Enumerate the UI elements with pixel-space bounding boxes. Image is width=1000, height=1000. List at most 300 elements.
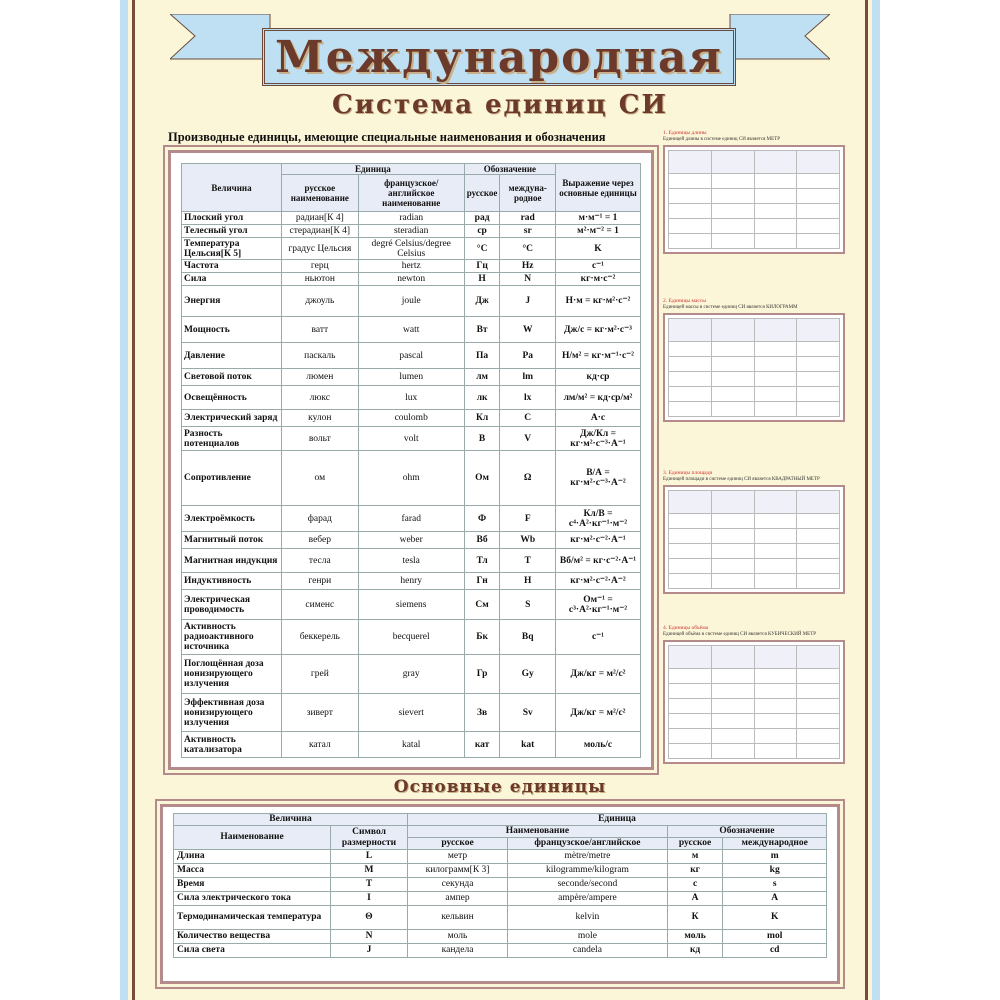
cell-expression: кд·ср [556,369,641,386]
cell-unit-fr: hertz [358,260,464,273]
mini-cell [669,491,712,514]
cell-des-int: S [500,590,556,620]
cell-unit-ru: вольт [282,427,359,451]
mini-cell [669,514,712,529]
frame-line-left [132,0,135,1000]
cell-expression: K [556,238,641,260]
cell-b-des-int: K [723,906,827,930]
mini-cell [711,319,754,342]
mini-cell [711,669,754,684]
mini-cell [797,646,840,669]
mini-caption: 4. Единицы объёма [663,625,709,631]
cell-des-ru: лк [464,386,500,410]
cell-des-int: W [500,317,556,343]
cell-des-ru: В [464,427,500,451]
cell-quantity: Сопротивление [182,451,282,506]
mini-cell [797,559,840,574]
cell-quantity: Электроёмкость [182,506,282,532]
cell-b-des-ru: м [667,850,723,864]
cell-unit-fr: tesla [358,549,464,573]
mini-cell [669,234,712,249]
mini-table [663,625,845,764]
cell-expression: кг·м²·с⁻²·А⁻² [556,573,641,590]
derived-row [182,573,641,590]
mini-cell [754,684,797,699]
mini-cell [754,387,797,402]
cell-expression: Дж/Кл = кг·м²·с⁻³·А⁻¹ [556,427,641,451]
cell-b-des-ru: кг [667,864,723,878]
cell-quantity: Магнитная индукция [182,549,282,573]
th-b-designation: Обозначение [667,826,826,838]
cell-expression: лм/м² = кд·ср/м² [556,386,641,410]
mini-table [663,470,845,594]
derived-row [182,590,641,620]
cell-quantity: Активность катализатора [182,732,282,758]
cell-b-ru: килограмм[К 3] [408,864,508,878]
cell-unit-fr: coulomb [358,410,464,427]
mini-cell [754,357,797,372]
mini-cell [711,372,754,387]
mini-cell [754,372,797,387]
mini-cell [711,234,754,249]
cell-quantity: Температура Цельсия[К 5] [182,238,282,260]
cell-quantity: Плоский угол [182,212,282,225]
cell-des-int: lm [500,369,556,386]
cell-b-fr: candela [508,944,668,958]
derived-row [182,260,641,273]
cell-unit-ru: люкс [282,386,359,410]
basic-row [174,930,827,944]
cell-des-int: rad [500,212,556,225]
mini-cell [669,529,712,544]
th-b-des-ru: русское [667,838,723,850]
th-b-dim: Символ размерности [331,826,408,850]
derived-row [182,506,641,532]
cell-expression: кг·м²·с⁻²·А⁻¹ [556,532,641,549]
derived-row [182,732,641,758]
basic-units-table [173,813,827,958]
basic-units-panel [160,804,840,984]
cell-unit-ru: фарад [282,506,359,532]
mini-cell [797,387,840,402]
th-b-name: Наименование [174,826,331,850]
mini-cell [797,174,840,189]
cell-quantity: Телесный угол [182,225,282,238]
mini-cell [754,574,797,589]
basic-row [174,850,827,864]
cell-des-ru: °C [464,238,500,260]
cell-des-ru: лм [464,369,500,386]
cell-expression: Н/м² = кг·м⁻¹·с⁻² [556,343,641,369]
cell-quantity: Мощность [182,317,282,343]
mini-cell [711,491,754,514]
mini-cell [754,491,797,514]
cell-des-int: H [500,573,556,590]
mini-cell [669,544,712,559]
mini-cell [711,174,754,189]
cell-unit-fr: ohm [358,451,464,506]
derived-row [182,549,641,573]
mini-cell [754,151,797,174]
derived-row [182,369,641,386]
mini-cell [754,544,797,559]
cell-des-ru: Гр [464,655,500,694]
cell-expression: А·с [556,410,641,427]
basic-row [174,878,827,892]
mini-table [663,130,845,254]
mini-caption: 1. Единицы длины [663,130,707,136]
mini-cell [754,234,797,249]
th-b-des-int: международное [723,838,827,850]
cell-quantity: Электрическая проводимость [182,590,282,620]
cell-expression: Дж/кг = м²/с² [556,694,641,732]
cell-des-int: N [500,273,556,286]
th-designation: Обозначение [464,164,555,175]
mini-cell [797,699,840,714]
cell-quantity: Разность потенциалов [182,427,282,451]
cell-des-int: C [500,410,556,427]
mini-cell [669,319,712,342]
mini-cell [754,714,797,729]
mini-cell [669,559,712,574]
cell-expression: моль/с [556,732,641,758]
mini-cell [669,204,712,219]
mini-cell [711,219,754,234]
cell-expression: Кл/В = с⁴·А²·кг⁻¹·м⁻² [556,506,641,532]
cell-des-ru: Тл [464,549,500,573]
mini-cell [711,744,754,759]
cell-quantity: Энергия [182,286,282,317]
cell-b-des-ru: с [667,878,723,892]
cell-des-int: kat [500,732,556,758]
cell-b-des-ru: кд [667,944,723,958]
mini-cell [797,684,840,699]
cell-unit-ru: генри [282,573,359,590]
mini-caption: 3. Единицы площади [663,470,713,476]
mini-cell [754,729,797,744]
mini-cell [797,204,840,219]
cell-quantity: Световой поток [182,369,282,386]
mini-cell [797,574,840,589]
cell-quantity: Индуктивность [182,573,282,590]
mini-cell [669,189,712,204]
cell-unit-ru: радиан[К 4] [282,212,359,225]
th-b-unit: Единица [408,814,827,826]
cell-des-int: Wb [500,532,556,549]
th-b-ru: русское [408,838,508,850]
cell-unit-ru: ом [282,451,359,506]
mini-cell [669,729,712,744]
cell-b-des-ru: К [667,906,723,930]
mini-cell [754,204,797,219]
basic-row [174,892,827,906]
mini-cell [711,357,754,372]
cell-des-ru: Па [464,343,500,369]
cell-quantity: Освещённость [182,386,282,410]
mini-table-box [663,313,845,422]
cell-b-name: Сила света [174,944,331,958]
cell-des-ru: Ом [464,451,500,506]
mini-cell [669,387,712,402]
cell-quantity: Активность радиоактивного источника [182,620,282,655]
mini-cell [797,372,840,387]
cell-unit-ru: ньютон [282,273,359,286]
th-unit: Единица [282,164,465,175]
cell-unit-ru: грей [282,655,359,694]
cell-b-name: Термодинамическая температура [174,906,331,930]
cell-unit-fr: weber [358,532,464,549]
cell-b-ru: кельвин [408,906,508,930]
cell-des-ru: рад [464,212,500,225]
cell-b-dim: T [331,878,408,892]
mini-cell [754,402,797,417]
mini-cell [754,646,797,669]
cell-des-int: sr [500,225,556,238]
basic-heading: Основные единицы [393,777,607,797]
cell-b-name: Время [174,878,331,892]
derived-row [182,273,641,286]
mini-cell [797,151,840,174]
mini-cell [711,559,754,574]
cell-b-ru: секунда [408,878,508,892]
cell-expression: м²·м⁻² = 1 [556,225,641,238]
cell-quantity: Эффективная доза ионизирующего излучения [182,694,282,732]
th-quantity: Величина [182,164,282,212]
mini-cell [797,402,840,417]
mini-cell [754,219,797,234]
mini-cell [711,646,754,669]
mini-cell [669,219,712,234]
cell-des-int: Hz [500,260,556,273]
mini-cell [797,189,840,204]
derived-units-body [182,212,641,758]
cell-b-des-int: m [723,850,827,864]
mini-table-box [663,485,845,594]
cell-quantity: Электрический заряд [182,410,282,427]
cell-expression: м·м⁻¹ = 1 [556,212,641,225]
th-unit-ru: русское наименование [282,175,359,212]
mini-cell [669,646,712,669]
cell-expression: с⁻¹ [556,260,641,273]
cell-b-des-ru: А [667,892,723,906]
right-margin [880,0,1000,1000]
mini-cell [797,529,840,544]
derived-row [182,343,641,369]
mini-cell [711,529,754,544]
cell-b-fr: kilogramme/kilogram [508,864,668,878]
mini-cell [669,744,712,759]
mini-cell [669,699,712,714]
mini-table [663,298,845,422]
cell-b-fr: ampère/ampere [508,892,668,906]
cell-des-int: F [500,506,556,532]
cell-unit-fr: katal [358,732,464,758]
derived-row [182,694,641,732]
mini-cell [754,174,797,189]
mini-cell [797,729,840,744]
cell-des-ru: Н [464,273,500,286]
cell-expression: Дж/с = кг·м²·с⁻³ [556,317,641,343]
cell-b-dim: N [331,930,408,944]
mini-cell [711,151,754,174]
mini-cell [669,174,712,189]
cell-des-ru: Ф [464,506,500,532]
mini-cell [711,729,754,744]
cell-unit-fr: pascal [358,343,464,369]
cell-des-int: T [500,549,556,573]
mini-cell [711,204,754,219]
mini-cell [797,491,840,514]
derived-row [182,427,641,451]
mini-cell [754,669,797,684]
page-title: Международная [275,31,723,83]
derived-units-panel [168,150,654,770]
mini-cell [754,529,797,544]
cell-des-ru: Вт [464,317,500,343]
mini-cell [669,684,712,699]
derived-row [182,238,641,260]
mini-cell [669,574,712,589]
th-des-int: междуна- родное [500,175,556,212]
title-box [262,28,736,86]
mini-cell [754,514,797,529]
cell-unit-ru: люмен [282,369,359,386]
cell-des-ru: Зв [464,694,500,732]
mini-cell [711,342,754,357]
mini-cell [669,402,712,417]
cell-unit-fr: joule [358,286,464,317]
cell-des-ru: Гц [464,260,500,273]
cell-unit-fr: becquerel [358,620,464,655]
cell-des-int: Pa [500,343,556,369]
cell-b-name: Сила электрического тока [174,892,331,906]
mini-cell [797,319,840,342]
mini-cell [797,234,840,249]
mini-cell [797,744,840,759]
frame-line-right [865,0,868,1000]
mini-cell [754,699,797,714]
mini-cell [711,402,754,417]
cell-des-int: Bq [500,620,556,655]
cell-unit-ru: ватт [282,317,359,343]
th-b-quantity: Величина [174,814,408,826]
cell-b-dim: L [331,850,408,864]
mini-cell [754,189,797,204]
mini-cell [711,574,754,589]
mini-table-box [663,640,845,764]
cell-des-int: J [500,286,556,317]
mini-caption: 2. Единицы массы [663,298,706,304]
cell-unit-ru: беккерель [282,620,359,655]
cell-des-ru: См [464,590,500,620]
basic-row [174,944,827,958]
cell-b-ru: моль [408,930,508,944]
derived-row [182,655,641,694]
mini-cell [669,357,712,372]
cell-unit-fr: henry [358,573,464,590]
basic-row [174,864,827,878]
cell-b-name: Масса [174,864,331,878]
mini-table-box [663,145,845,254]
cell-quantity: Частота [182,260,282,273]
derived-row [182,620,641,655]
cell-b-fr: kelvin [508,906,668,930]
cell-expression: Вб/м² = кг·с⁻²·А⁻¹ [556,549,641,573]
derived-row [182,451,641,506]
cell-unit-ru: вебер [282,532,359,549]
cell-expression: Дж/кг = м²/с² [556,655,641,694]
derived-row [182,225,641,238]
cell-b-des-int: cd [723,944,827,958]
left-margin [0,0,120,1000]
mini-cell [711,189,754,204]
cell-b-des-int: A [723,892,827,906]
cell-des-int: lx [500,386,556,410]
cell-unit-ru: герц [282,260,359,273]
cell-b-fr: seconde/second [508,878,668,892]
cell-des-ru: ср [464,225,500,238]
cell-b-ru: метр [408,850,508,864]
cell-expression: кг·м·с⁻² [556,273,641,286]
cell-unit-fr: watt [358,317,464,343]
derived-heading: Производные единицы, имеющие специальные наименования и обозначения [168,130,606,144]
th-b-fr: французское/английское [508,838,668,850]
cell-unit-ru: стерадиан[К 4] [282,225,359,238]
mini-cell [797,514,840,529]
basic-row [174,906,827,930]
th-unit-fr: французское/ английское наименование [358,175,464,212]
cell-unit-fr: farad [358,506,464,532]
cell-des-ru: кат [464,732,500,758]
cell-b-ru: кандела [408,944,508,958]
cell-des-int: Sv [500,694,556,732]
derived-row [182,532,641,549]
mini-cell [669,151,712,174]
cell-unit-ru: паскаль [282,343,359,369]
cell-b-dim: M [331,864,408,878]
cell-unit-ru: сименс [282,590,359,620]
cell-unit-fr: radian [358,212,464,225]
cell-b-des-int: s [723,878,827,892]
cell-des-ru: Гн [464,573,500,590]
cell-b-fr: mole [508,930,668,944]
cell-unit-fr: steradian [358,225,464,238]
cell-unit-fr: sievert [358,694,464,732]
cell-des-ru: Кл [464,410,500,427]
cell-quantity: Давление [182,343,282,369]
cell-unit-fr: lumen [358,369,464,386]
cell-b-dim: J [331,944,408,958]
derived-row [182,317,641,343]
mini-cell [754,559,797,574]
mini-cell [669,714,712,729]
cell-des-int: Gy [500,655,556,694]
cell-unit-fr: siemens [358,590,464,620]
cell-quantity: Магнитный поток [182,532,282,549]
mini-cell [669,669,712,684]
cell-b-dim: Θ [331,906,408,930]
mini-cell [711,714,754,729]
mini-cell [711,387,754,402]
derived-row [182,212,641,225]
mini-cell [711,544,754,559]
cell-quantity: Сила [182,273,282,286]
cell-unit-ru: кулон [282,410,359,427]
mini-subcaption: Единицей длины в системе единиц СИ является МЕТР [663,137,781,142]
mini-cell [797,669,840,684]
mini-cell [669,342,712,357]
cell-unit-fr: volt [358,427,464,451]
